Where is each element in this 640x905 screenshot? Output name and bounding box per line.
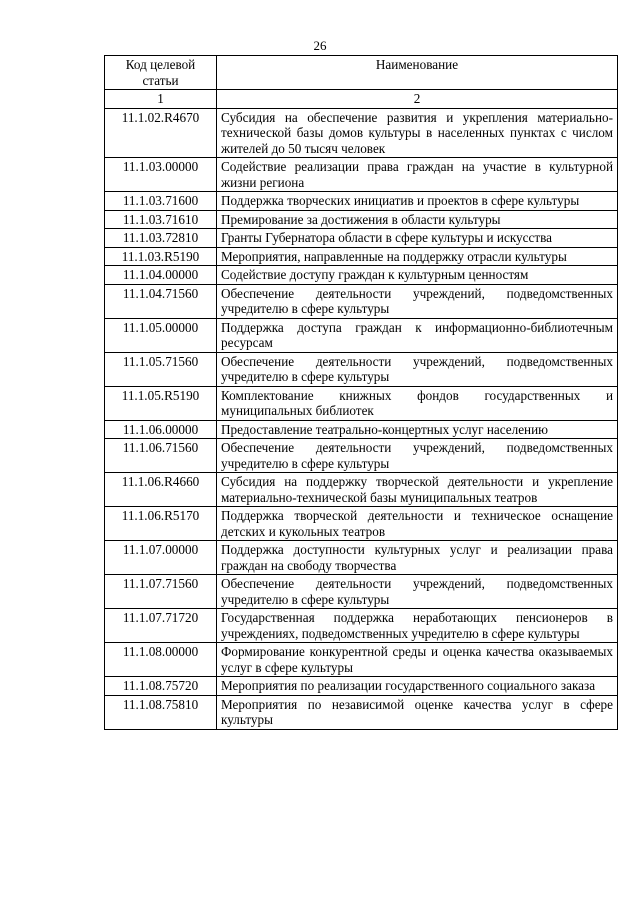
row-code: 11.1.07.71720 xyxy=(105,609,217,643)
row-name: Гранты Губернатора области в сфере культуры и искусства xyxy=(217,229,618,248)
row-code: 11.1.06.R5170 xyxy=(105,507,217,541)
table-row xyxy=(105,192,618,211)
row-name: Субсидия на поддержку творческой деятельности и укрепление материально-технической базы муниципальных театров xyxy=(217,473,618,507)
table-row xyxy=(105,386,618,420)
row-name: Поддержка доступности культурных услуг и реализации права граждан на свободу творчества xyxy=(217,541,618,575)
row-name: Обеспечение деятельности учреждений, подведомственных учредителю в сфере культуры xyxy=(217,284,618,318)
table-row xyxy=(105,541,618,575)
table-row xyxy=(105,439,618,473)
row-code: 11.1.08.75720 xyxy=(105,677,217,696)
row-name: Поддержка творческих инициатив и проектов в сфере культуры xyxy=(217,192,618,211)
row-code: 11.1.06.00000 xyxy=(105,420,217,439)
row-code: 11.1.03.00000 xyxy=(105,158,217,192)
row-code: 11.1.08.75810 xyxy=(105,695,217,729)
row-name: Формирование конкурентной среды и оценка качества оказываемых услуг в сфере культуры xyxy=(217,643,618,677)
table-row xyxy=(105,609,618,643)
table-body xyxy=(105,108,618,729)
row-code: 11.1.05.71560 xyxy=(105,352,217,386)
row-name: Субсидия на обеспечение развития и укрепления материально-технической базы домов культуры в населенных пунктах с числом жителей до 50 тысяч человек xyxy=(217,108,618,158)
row-name: Мероприятия по реализации государственного социального заказа xyxy=(217,677,618,696)
header-code: Код целевой статьи xyxy=(105,56,217,90)
row-code: 11.1.07.00000 xyxy=(105,541,217,575)
table-row xyxy=(105,420,618,439)
table-row xyxy=(105,247,618,266)
row-code: 11.1.08.00000 xyxy=(105,643,217,677)
row-name: Обеспечение деятельности учреждений, подведомственных учредителю в сфере культуры xyxy=(217,575,618,609)
row-code: 11.1.06.71560 xyxy=(105,439,217,473)
table-row xyxy=(105,507,618,541)
row-name: Содействие реализации права граждан на участие в культурной жизни региона xyxy=(217,158,618,192)
table-row xyxy=(105,695,618,729)
table-header-row xyxy=(105,56,618,90)
table-row xyxy=(105,352,618,386)
row-name: Поддержка творческой деятельности и техническое оснащение детских и кукольных театров xyxy=(217,507,618,541)
table-row xyxy=(105,266,618,285)
table-row xyxy=(105,575,618,609)
row-name: Премирование за достижения в области культуры xyxy=(217,210,618,229)
table-row xyxy=(105,643,618,677)
row-name: Обеспечение деятельности учреждений, подведомственных учредителю в сфере культуры xyxy=(217,352,618,386)
row-code: 11.1.02.R4670 xyxy=(105,108,217,158)
column-number-row xyxy=(105,90,618,109)
budget-classification-table xyxy=(104,55,618,730)
row-code: 11.1.04.71560 xyxy=(105,284,217,318)
row-name: Мероприятия, направленные на поддержку отрасли культуры xyxy=(217,247,618,266)
row-name: Мероприятия по независимой оценке качества услуг в сфере культуры xyxy=(217,695,618,729)
row-code: 11.1.03.R5190 xyxy=(105,247,217,266)
row-code: 11.1.04.00000 xyxy=(105,266,217,285)
row-name: Содействие доступу граждан к культурным ценностям xyxy=(217,266,618,285)
column-number-code: 1 xyxy=(105,90,217,109)
row-code: 11.1.03.71610 xyxy=(105,210,217,229)
table-row xyxy=(105,229,618,248)
table-row xyxy=(105,318,618,352)
table-row xyxy=(105,108,618,158)
row-code: 11.1.05.00000 xyxy=(105,318,217,352)
table-row xyxy=(105,473,618,507)
row-code: 11.1.03.71600 xyxy=(105,192,217,211)
page-number: 26 xyxy=(313,38,327,53)
row-name: Поддержка доступа граждан к информационно-библиотечным ресурсам xyxy=(217,318,618,352)
row-name: Предоставление театрально-концертных услуг населению xyxy=(217,420,618,439)
row-code: 11.1.05.R5190 xyxy=(105,386,217,420)
table-row xyxy=(105,677,618,696)
table-row xyxy=(105,210,618,229)
header-name: Наименование xyxy=(217,56,618,90)
table-row xyxy=(105,158,618,192)
column-number-name: 2 xyxy=(217,90,618,109)
row-name: Государственная поддержка неработающих пенсионеров в учреждениях, подведомственных учредителю в сфере культуры xyxy=(217,609,618,643)
row-name: Комплектование книжных фондов государственных и муниципальных библиотек xyxy=(217,386,618,420)
row-code: 11.1.03.72810 xyxy=(105,229,217,248)
row-code: 11.1.07.71560 xyxy=(105,575,217,609)
row-code: 11.1.06.R4660 xyxy=(105,473,217,507)
row-name: Обеспечение деятельности учреждений, подведомственных учредителю в сфере культуры xyxy=(217,439,618,473)
table-row xyxy=(105,284,618,318)
